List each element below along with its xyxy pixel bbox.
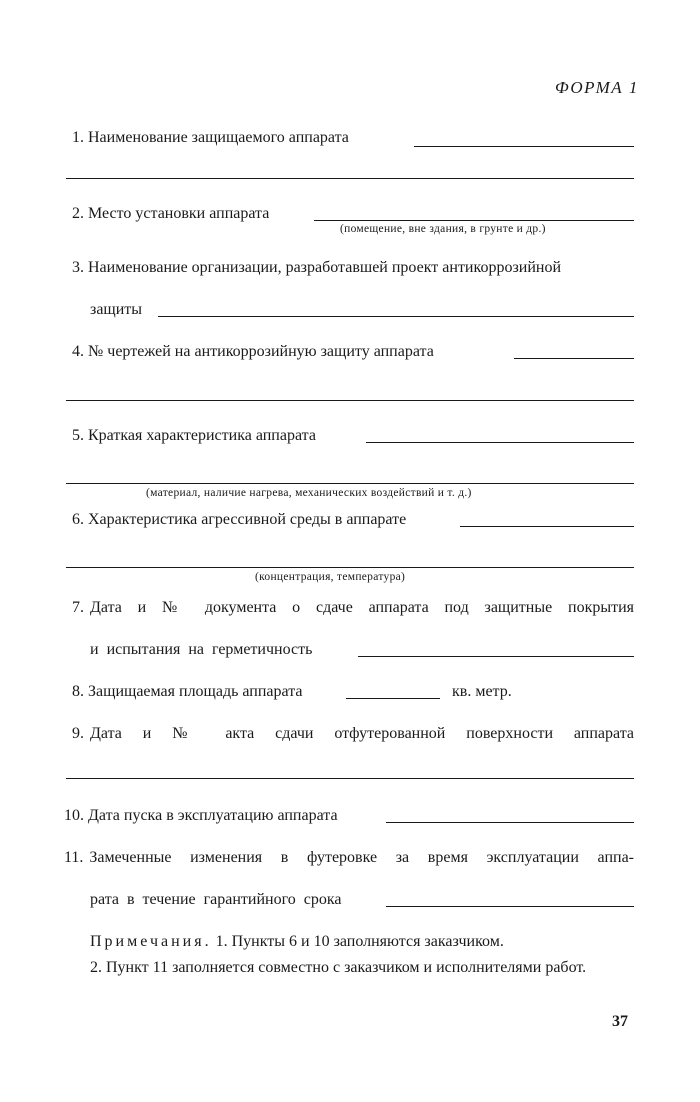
notes-line-1 (90, 932, 504, 952)
notes-item-2: 2. Пункт 11 заполняется совместно с заказчиком и исполнителями работ. (90, 959, 587, 976)
item-6-field-line2[interactable] (66, 567, 634, 568)
item-3-number: 3. (72, 259, 84, 276)
item-4-number: 4. (72, 343, 84, 360)
item-1-label: Наименование защищаемого аппарата (88, 129, 349, 146)
item-4-field[interactable] (514, 358, 634, 359)
item-11-field[interactable] (386, 906, 634, 907)
item-7-field[interactable] (358, 656, 634, 657)
item-8-unit: кв. метр. (452, 683, 512, 700)
item-11-number: 11. (64, 849, 84, 866)
item-8-field[interactable] (346, 698, 440, 699)
item-4-field-line2[interactable] (66, 400, 634, 401)
item-11 (64, 848, 634, 868)
notes-heading: Примечания. (90, 933, 212, 950)
item-1-number: 1. (72, 129, 84, 146)
form-title: ФОРМА 1 (555, 78, 639, 97)
item-7-label: Дата и № документа о сдаче аппарата под защитные покрытия (90, 599, 634, 616)
item-3-continuation: защиты (90, 301, 143, 318)
item-9-label: Дата и № акта сдачи отфутерованной поверхности аппарата (90, 725, 634, 742)
item-8-number: 8. (72, 683, 84, 700)
item-9 (72, 724, 634, 744)
item-2-number: 2. (72, 205, 84, 222)
item-6-field[interactable] (460, 526, 634, 527)
item-1-field-line2[interactable] (66, 178, 634, 179)
item-11-continuation: рата в течение гарантийного срока (90, 891, 342, 908)
notes-item-1: 1. Пункты 6 и 10 заполняются заказчиком. (215, 933, 504, 950)
item-5-number: 5. (72, 427, 84, 444)
item-8-label: Защищаемая площадь аппарата (88, 683, 303, 700)
item-5-field[interactable] (366, 442, 634, 443)
item-2-caption: (помещение, вне здания, в грунте и др.) (340, 223, 546, 235)
item-11-label: Замеченные изменения в футеровке за время эксплуатации аппа- (89, 849, 634, 866)
item-5 (72, 426, 316, 446)
item-7 (72, 598, 634, 618)
item-4-label: № чертежей на антикоррозийную защиту аппарата (88, 343, 434, 360)
item-3-label: Наименование организации, разработавшей проект антикоррозийной (88, 259, 562, 276)
item-6-number: 6. (72, 511, 84, 528)
item-5-field-line2[interactable] (66, 483, 634, 484)
item-8 (72, 682, 303, 702)
item-5-caption: (материал, наличие нагрева, механических воздействий и т. д.) (146, 487, 472, 499)
item-1-field[interactable] (414, 146, 634, 147)
item-7-number: 7. (72, 599, 84, 616)
item-6 (72, 510, 406, 530)
item-2-field[interactable] (314, 220, 634, 221)
item-6-caption: (концентрация, температура) (255, 571, 406, 583)
item-3 (72, 258, 561, 278)
item-9-field[interactable] (66, 778, 634, 779)
item-2-label: Место установки аппарата (88, 205, 270, 222)
item-6-label: Характеристика агрессивной среды в аппарате (88, 511, 407, 528)
item-10-label: Дата пуска в эксплуатацию аппарата (88, 807, 338, 824)
item-10-number: 10. (64, 807, 84, 824)
item-7-continuation: и испытания на герметичность (90, 641, 313, 658)
page-number: 37 (612, 1013, 628, 1030)
item-9-number: 9. (72, 725, 84, 742)
item-2 (72, 204, 269, 224)
item-4 (72, 342, 434, 362)
item-10 (64, 806, 338, 826)
item-1 (72, 128, 349, 148)
item-3-field[interactable] (158, 316, 634, 317)
item-5-label: Краткая характеристика аппарата (88, 427, 316, 444)
item-10-field[interactable] (386, 822, 634, 823)
